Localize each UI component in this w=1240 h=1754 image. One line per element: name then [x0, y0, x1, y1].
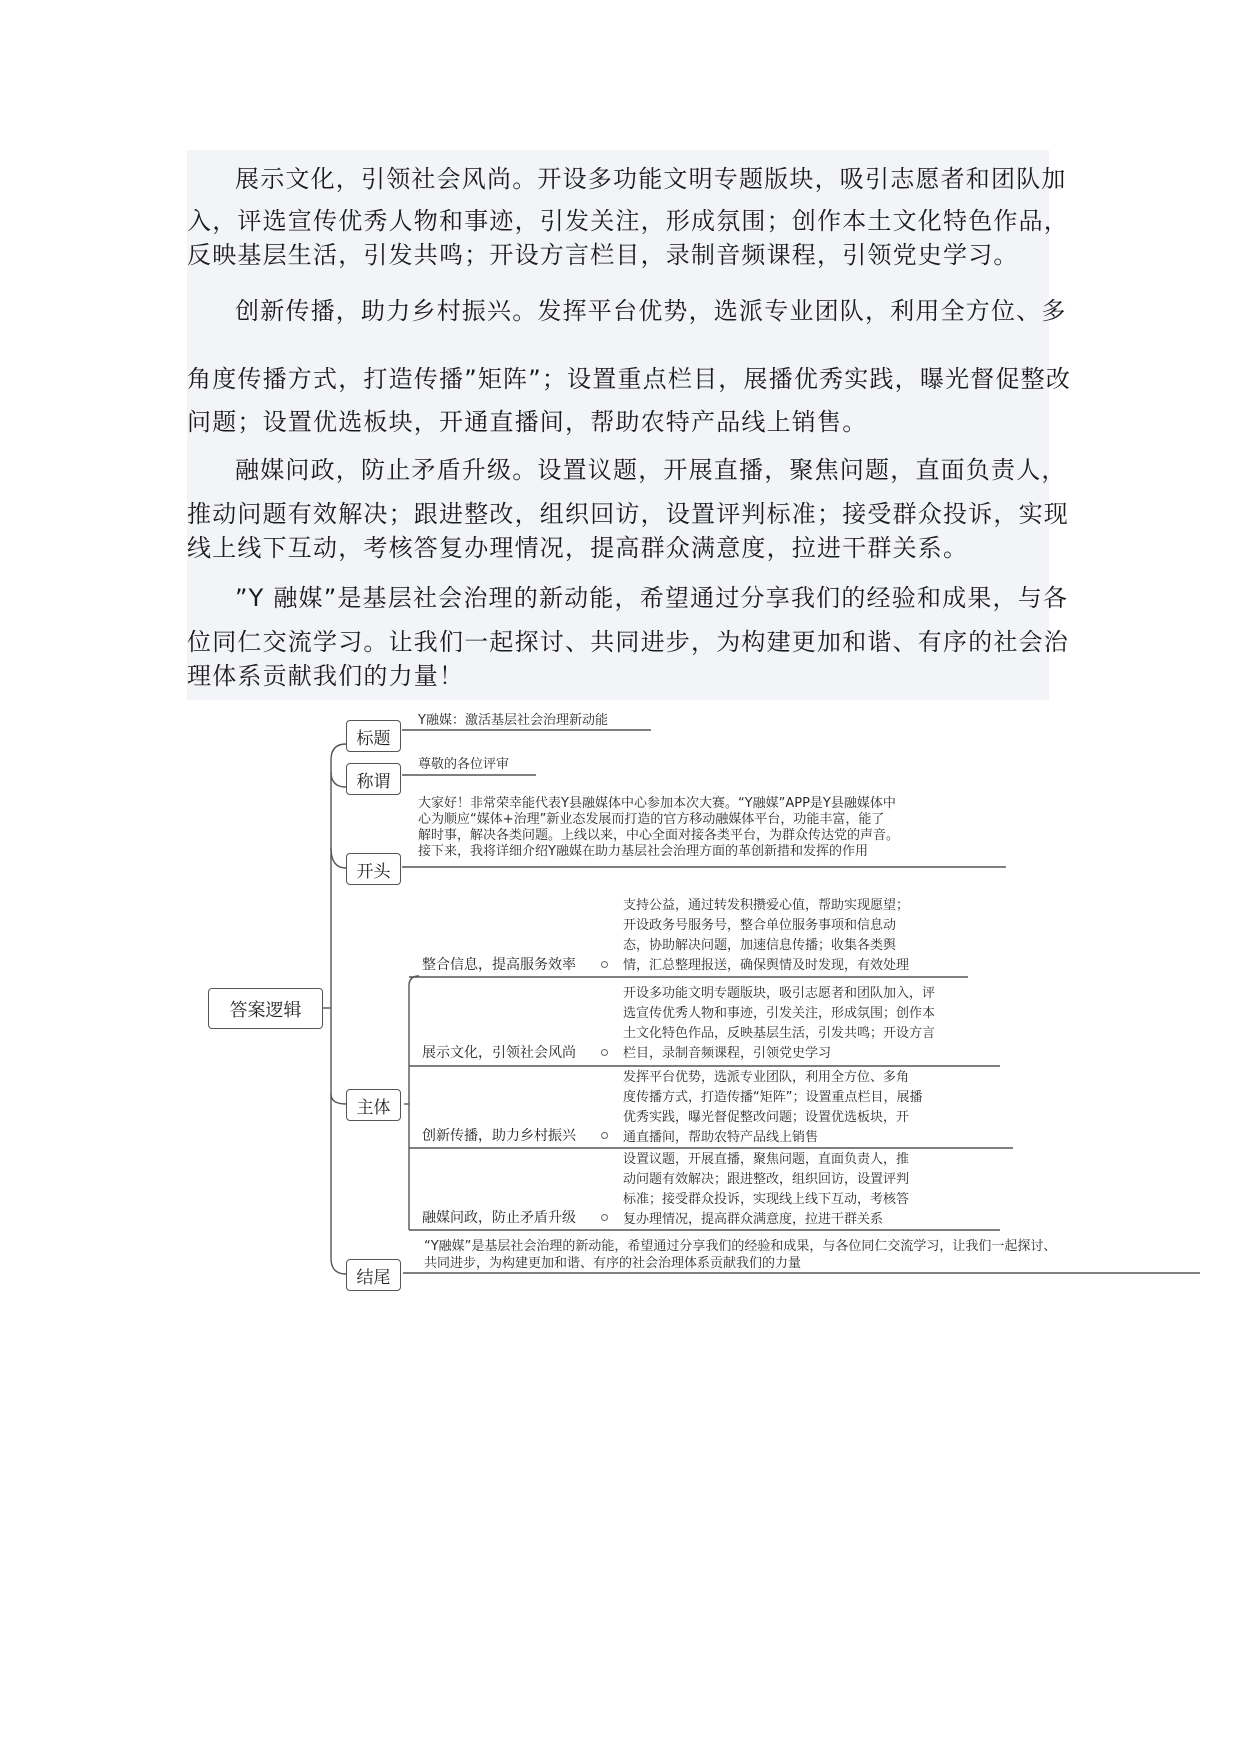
- body-line: 优秀实践，曝光督促整改问题；设置优选板块，开: [623, 1110, 910, 1125]
- body-line: 通直播间，帮助农特产品线上销售: [623, 1130, 819, 1145]
- body-item-2-label: 展示文化，引领社会风尚: [422, 1045, 576, 1061]
- body-line: 开设政务号服务号，整合单位服务事项和信息动: [623, 918, 897, 933]
- body-line: 动问题有效解决；跟进整改，组织回访，设置评判: [623, 1172, 910, 1187]
- body-line: 设置议题，开展直播，聚焦问题，直面负责人，推: [623, 1152, 910, 1167]
- salutation-text: 尊敬的各位评审: [418, 757, 510, 772]
- para-line: 入，评选宣传优秀人物和事迹，引发关注，形成氛围；创作本土文化特色作品，: [187, 207, 1069, 235]
- paragraph-governance: [187, 453, 1069, 565]
- body-item-4-text: [623, 1150, 909, 1230]
- para-line: 展示文化，引领社会风尚。开设多功能文明专题版块，吸引志愿者和团队加: [235, 165, 1067, 193]
- connector-trunk: [331, 744, 346, 1274]
- opening-line: 心为顺应“媒体+治理”新业态发展而打造的官方移动融媒体平台，功能丰富，能了: [418, 812, 885, 827]
- para-line: 反映基层生活，引发共鸣；开设方言栏目，录制音频课程，引领党史学习。: [187, 241, 1019, 269]
- para-line: 融媒问政，防止矛盾升级。设置议题，开展直播，聚焦问题，直面负责人，: [235, 456, 1067, 484]
- para-line: 角度传播方式，打造传播”矩阵”；设置重点栏目，展播优秀实践，曝光督促整改: [187, 365, 1072, 393]
- branch-body: 主体: [346, 1089, 401, 1121]
- connector-body-up: [409, 976, 419, 1104]
- text-block: [187, 150, 1072, 700]
- para-line: 问题；设置优选板块，开通直播间，帮助农特产品线上销售。: [187, 408, 868, 436]
- body-line: 支持公益，通过转发积攒爱心值，帮助实现愿望；: [623, 898, 910, 913]
- para-line: ”Y 融媒”是基层社会治理的新动能，希望通过分享我们的经验和成果，与各: [235, 584, 1069, 612]
- body-item-3-label: 创新传播，助力乡村振兴: [422, 1128, 576, 1144]
- body-item-3-text: [623, 1068, 922, 1148]
- opening-text: [418, 796, 899, 860]
- paragraph-culture: [187, 162, 1069, 272]
- branch-title: 标题: [346, 720, 401, 752]
- opening-line: 大家好！非常荣幸能代表Y县融媒体中心参加本次大赛。“Y融媒”APP是Y县融媒体中: [418, 796, 896, 811]
- branch-salutation: 称谓: [346, 763, 401, 795]
- body-line: 选宣传优秀人物和事迹，引发关注，形成氛围；创作本: [623, 1006, 936, 1021]
- body-item-2-text: [623, 984, 935, 1064]
- para-line: 位同仁交流学习。让我们一起探讨、共同进步，为构建更加和谐、有序的社会治: [187, 628, 1069, 656]
- body-item-4-label: 融媒问政，防止矛盾升级: [422, 1210, 576, 1226]
- branch-opening: 开头: [346, 853, 401, 885]
- paragraph-conclusion: [187, 581, 1069, 693]
- body-item-1-label: 整合信息，提高服务效率: [422, 957, 576, 973]
- connector-zhuti: [331, 1094, 346, 1104]
- collapse-dot-icon: [601, 1214, 608, 1221]
- body-item-1-text: [623, 896, 909, 976]
- branch-ending: 结尾: [346, 1259, 401, 1291]
- title-text: Y融媒：激活基层社会治理新动能: [418, 713, 608, 728]
- body-line: 标准；接受群众投诉，实现线上线下互动，考核答: [623, 1192, 910, 1207]
- opening-line: 解时事，解决各类问题。上线以来，中心全面对接各类平台，为群众传达党的声音。: [418, 828, 900, 843]
- ending-text: [424, 1238, 1056, 1272]
- connector-chenghu: [331, 772, 346, 787]
- connector-kaitou: [331, 848, 346, 868]
- body-line: 发挥平台优势，选派专业团队，利用全方位、多角: [623, 1070, 910, 1085]
- ending-line: 共同进步，为构建更加和谐、有序的社会治理体系贡献我们的力量: [424, 1256, 802, 1271]
- body-line: 栏目，录制音频课程，引领党史学习: [623, 1046, 832, 1061]
- opening-line: 接下来，我将详细介绍Y融媒在助力基层社会治理方面的革创新措和发挥的作用: [418, 844, 868, 859]
- body-line: 开设多功能文明专题版块，吸引志愿者和团队加入，评: [623, 986, 936, 1001]
- body-line: 态，协助解决问题，加速信息传播；收集各类舆: [623, 938, 897, 953]
- para-line: 线上线下互动，考核答复办理情况，提高群众满意度，拉进干群关系。: [187, 534, 969, 562]
- body-line: 土文化特色作品，反映基层生活，引发共鸣；开设方言: [623, 1026, 936, 1041]
- collapse-dot-icon: [601, 961, 608, 968]
- body-line: 复办理情况，提高群众满意度，拉进干群关系: [623, 1212, 884, 1227]
- para-line: 推动问题有效解决；跟进整改，组织回访，设置评判标准；接受群众投诉，实现: [187, 500, 1069, 528]
- collapse-dot-icon: [601, 1049, 608, 1056]
- para-line: 理体系贡献我们的力量！: [187, 662, 465, 690]
- body-line: 情，汇总整理报送，确保舆情及时发现，有效处理: [623, 958, 910, 973]
- para-line: 创新传播，助力乡村振兴。发挥平台优势，选派专业团队，利用全方位、多: [235, 297, 1067, 325]
- paragraph-communication: [187, 294, 1072, 439]
- ending-line: “Y融媒”是基层社会治理的新动能，希望通过分享我们的经验和成果，与各位同仁交流学习，让我们一起探讨、: [424, 1239, 1057, 1254]
- mindmap-root: 答案逻辑: [208, 988, 323, 1029]
- body-line: 度传播方式，打造传播“矩阵”；设置重点栏目，展播: [623, 1090, 923, 1105]
- collapse-dot-icon: [601, 1132, 608, 1139]
